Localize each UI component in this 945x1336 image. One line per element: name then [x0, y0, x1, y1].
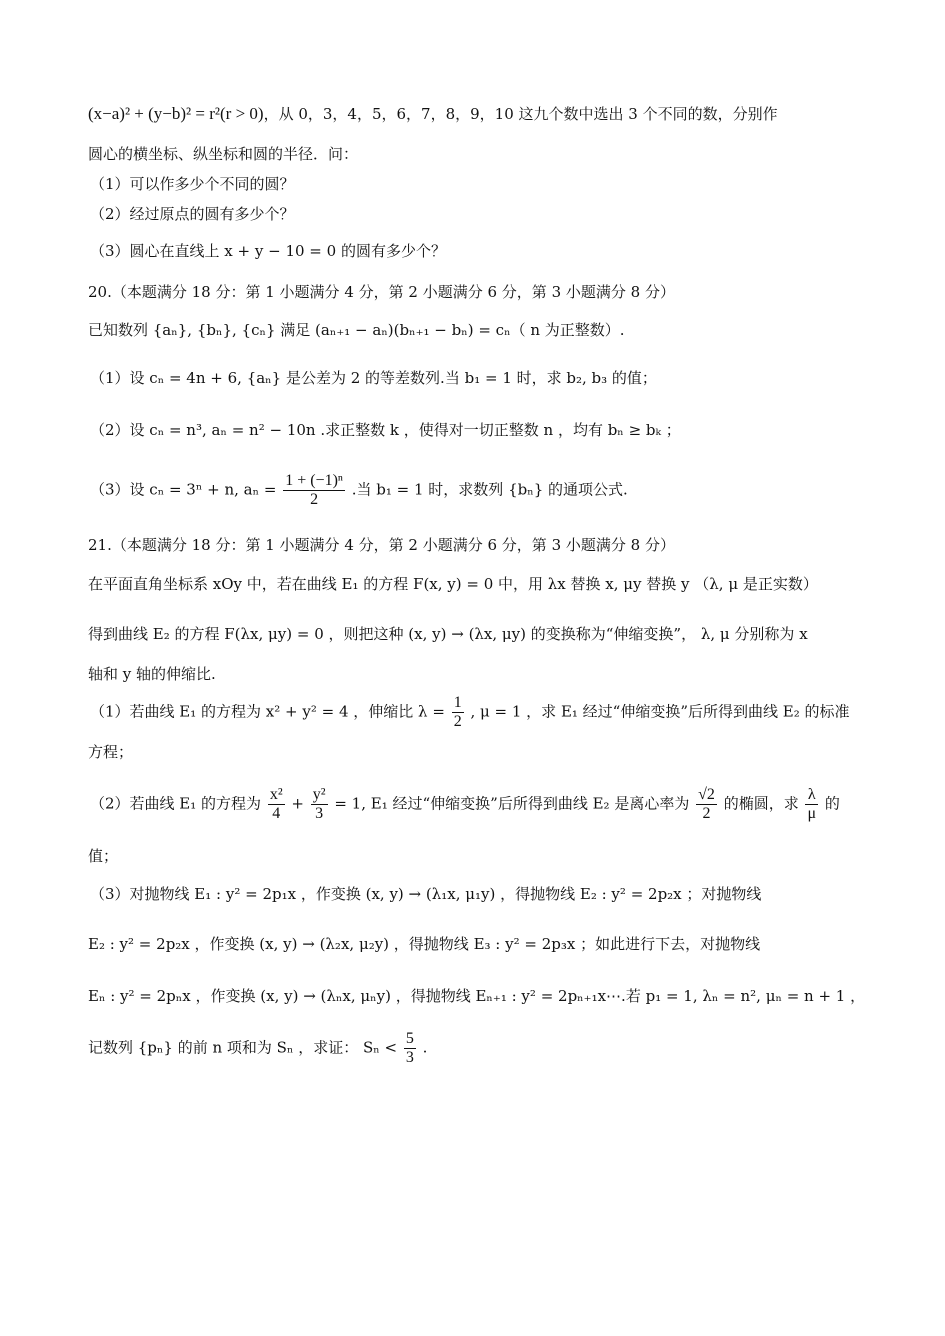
q21-part2-fraction-y-den: 3: [315, 805, 324, 822]
q21-part2-fraction-ratio-num: λ: [805, 786, 818, 805]
q21-part1-fraction: [452, 694, 464, 731]
q20-header: 20.（本题满分 18 分：第 1 小题满分 4 分，第 2 小题满分 6 分，第 3 小题满分 8 分）: [88, 283, 675, 301]
q21-part1-fraction-num: 1: [453, 694, 462, 711]
q21-part3-line4-tail: .: [422, 1038, 428, 1057]
q21-part3-line3: Eₙ : y² = 2pₙx ，作变换 (x, y) → (λₙx, μₙy) ，得抛物线 Eₙ₊₁ : y² = 2pₙ₊₁x⋯.若 p₁ = 1, λₙ = n², μₙ = n + 1 ，: [88, 987, 866, 1005]
q21-part1-line2: 方程；: [88, 743, 134, 761]
q20-part3-lead: （3）设 cₙ = 3ⁿ + n, aₙ =: [90, 480, 277, 499]
q19-intro-tail: ，从 0，3，4，5，6，7，8，9，10 这九个数中选出 3 个不同的数，分别作: [263, 105, 778, 123]
q20-part3-fraction-num: 1 + (−1)ⁿ: [285, 472, 343, 489]
q21-part2: [90, 786, 840, 823]
q21-part2-line2: 值；: [88, 847, 119, 865]
q19-circle-formula: (x−a)² + (y−b)² = r²(r > 0): [88, 104, 264, 123]
q19-intro-line1: [88, 104, 778, 124]
q21-part2-fraction-y: [311, 786, 328, 823]
q21-stem-line3: 轴和 y 轴的伸缩比.: [88, 665, 216, 683]
q21-part3-line2: E₂ : y² = 2p₂x ，作变换 (x, y) → (λ₂x, μ₂y) ，得抛物线 E₃ : y² = 2p₃x ；如此进行下去，对抛物线: [88, 935, 761, 953]
q20-part3-fraction-den: 2: [310, 491, 319, 508]
q21-part1-lead: （1）若曲线 E₁ 的方程为 x² + y² = 4 ，伸缩比 λ =: [90, 702, 445, 721]
q21-part3-fraction-den: 3: [405, 1049, 414, 1066]
q21-part2-end: 的: [824, 794, 840, 813]
q21-part3-fraction-num: 5: [405, 1030, 414, 1047]
q21-part2-fraction-x: [268, 786, 285, 823]
q19-part2: （2）经过原点的圆有多少个？: [90, 205, 295, 223]
q19-part1: （1）可以作多少个不同的圆？: [90, 175, 295, 193]
q21-part3-line4: [88, 1030, 427, 1067]
q21-header: 21.（本题满分 18 分：第 1 小题满分 4 分，第 2 小题满分 6 分，第 3 小题满分 8 分）: [88, 536, 675, 554]
q21-part3-line1: （3）对抛物线 E₁ : y² = 2p₁x ，作变换 (x, y) → (λ₁x, μ₁y) ，得抛物线 E₂ : y² = 2p₂x ；对抛物线: [90, 885, 762, 903]
q21-part2-fraction-ratio: [805, 786, 818, 823]
q21-stem-line2: 得到曲线 E₂ 的方程 F(λx, μy) = 0 ，则把这种 (x, y) → (λx, μy) 的变换称为“伸缩变换”， λ, μ 分别称为 x: [88, 625, 808, 643]
q21-part2-plus: +: [291, 794, 304, 813]
q21-part2-fraction-ecc: [696, 786, 717, 823]
q19-part3: （3）圆心在直线上 x + y − 10 = 0 的圆有多少个？: [90, 242, 446, 260]
q20-part3-tail: .当 b₁ = 1 时，求数列 {bₙ} 的通项公式.: [351, 480, 628, 499]
q21-part2-fraction-ratio-den: μ: [807, 805, 817, 822]
q21-part1-tail: , μ = 1 ，求 E₁ 经过“伸缩变换”后所得到曲线 E₂ 的标准: [470, 702, 850, 721]
q21-part3-fraction: [404, 1030, 416, 1067]
q20-part3-fraction: [283, 472, 345, 509]
q21-stem-line1: 在平面直角坐标系 xOy 中，若在曲线 E₁ 的方程 F(x, y) = 0 中，用 λx 替换 x, μy 替换 y （λ, μ 是正实数）: [88, 575, 818, 593]
q21-part2-fraction-x-num: x²: [269, 786, 283, 803]
q20-part3: [90, 472, 628, 509]
q21-part1: [90, 694, 850, 731]
q21-part2-lead: （2）若曲线 E₁ 的方程为: [90, 794, 262, 813]
q21-part2-fraction-y-num: y²: [312, 786, 326, 803]
q21-part1-fraction-den: 2: [453, 713, 462, 730]
q20-part2: （2）设 cₙ = n³, aₙ = n² − 10n .求正整数 k ，使得对一切正整数 n ，均有 bₙ ≥ bₖ ；: [90, 421, 681, 439]
q21-part2-ask: 的椭圆，求: [723, 794, 799, 813]
q21-part2-fraction-ecc-den: 2: [702, 805, 711, 822]
q21-part2-fraction-x-den: 4: [272, 805, 281, 822]
q21-part2-fraction-ecc-num: √2: [698, 786, 715, 803]
q21-part3-line4-lead: 记数列 {pₙ} 的前 n 项和为 Sₙ ，求证： Sₙ <: [88, 1038, 398, 1057]
q20-stem: 已知数列 {aₙ}, {bₙ}, {cₙ} 满足 (aₙ₊₁ − aₙ)(bₙ₊₁ − bₙ) = cₙ（ n 为正整数）.: [88, 321, 625, 339]
q19-intro-line2: 圆心的横坐标、纵坐标和圆的半径．问：: [88, 145, 359, 163]
q21-part2-mid: = 1, E₁ 经过“伸缩变换”后所得到曲线 E₂ 是离心率为: [334, 794, 690, 813]
q20-part1: （1）设 cₙ = 4n + 6, {aₙ} 是公差为 2 的等差数列.当 b₁ = 1 时，求 b₂, b₃ 的值；: [90, 369, 657, 387]
